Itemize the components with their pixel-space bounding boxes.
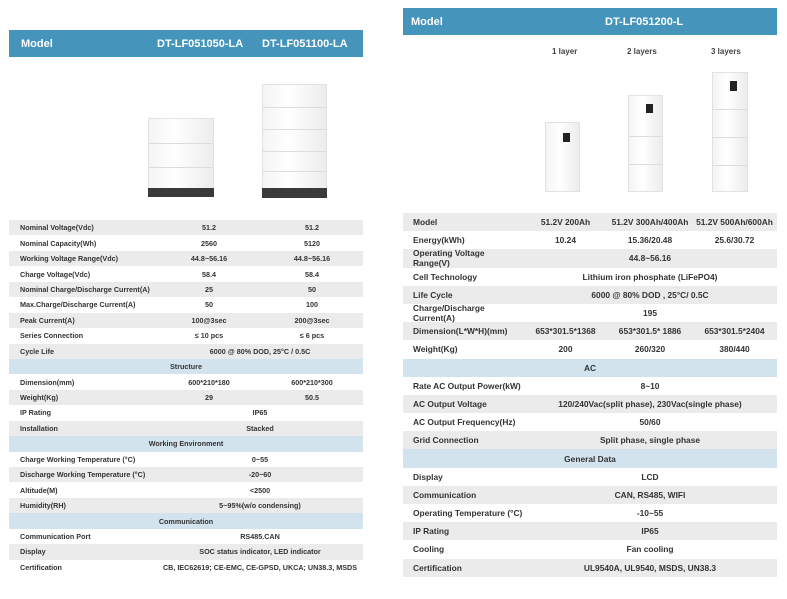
row-label: Discharge Working Temperature (°C) — [20, 470, 146, 480]
header-label: Model — [21, 37, 53, 50]
table-row — [403, 322, 777, 340]
row-value: 6000 @ 80% DOD, 25°C / 0.5C — [209, 346, 311, 356]
table-row — [403, 486, 777, 504]
row-label: Certification — [413, 562, 462, 573]
row-value: RS485.CAN — [240, 531, 280, 541]
row-value: 44.8~56.16 — [293, 254, 331, 264]
row-value: Fan cooling — [626, 544, 674, 555]
table-row — [9, 390, 363, 405]
layer-label: 3 layers — [711, 47, 741, 56]
layer-label: 2 layers — [627, 47, 657, 56]
row-label: Grid Connection — [413, 435, 479, 446]
section-title: General Data — [564, 453, 616, 464]
row-value: 51.2V 200Ah — [540, 217, 591, 228]
table-row — [403, 340, 777, 358]
row-label: Peak Current(A) — [20, 315, 75, 325]
row-value: 2560 — [201, 238, 217, 248]
table-row — [9, 498, 363, 513]
row-label: Altitude(M) — [20, 485, 58, 495]
row-value: 44.8~56.16 — [628, 253, 672, 264]
row-value: 29 — [205, 393, 213, 403]
row-label: Charge Working Temperature (°C) — [20, 454, 136, 464]
row-value: 260/320 — [634, 344, 666, 355]
row-value: -10~55 — [636, 508, 664, 519]
table-row — [9, 282, 363, 297]
table-row — [9, 266, 363, 281]
table-row — [9, 235, 363, 250]
row-label: Series Connection — [20, 331, 84, 341]
row-value: UL9540A, UL9540, MSDS, UN38.3 — [583, 562, 717, 573]
row-value: 100 — [306, 300, 318, 310]
row-label: Rate AC Output Power(kW) — [413, 380, 521, 391]
row-label: Charge/Discharge Current(A) — [413, 303, 485, 324]
row-value: 653*301.5*1368 — [535, 326, 596, 337]
row-value: 50/60 — [639, 417, 661, 428]
table-row — [403, 395, 777, 413]
model-name: DT-LF051100-LA — [262, 37, 348, 50]
row-label: Operating Voltage Range(V) — [413, 248, 485, 269]
left-spec-table — [9, 220, 363, 575]
row-value: Lithium iron phosphate (LiFePO4) — [582, 271, 718, 282]
model-name: DT-LF051050-LA — [157, 37, 244, 50]
row-label: Model — [413, 217, 438, 228]
table-row — [9, 482, 363, 497]
row-label: Dimension(L*W*H)(mm) — [413, 326, 508, 337]
row-value: 600*210*300 — [291, 377, 333, 387]
table-row — [403, 377, 777, 395]
table-row — [9, 452, 363, 467]
table-row — [403, 231, 777, 249]
row-value: 5120 — [304, 238, 320, 248]
right-spec-table — [403, 213, 777, 577]
row-value: 50 — [205, 300, 213, 310]
row-value: Split phase, single phase — [599, 435, 701, 446]
row-label: Cycle Life — [20, 346, 54, 356]
row-label: AC Output Frequency(Hz) — [413, 417, 516, 428]
section-header — [9, 436, 363, 451]
row-value: 6000 @ 80% DOD , 25°C/ 0.5C — [591, 289, 709, 300]
table-row — [403, 522, 777, 540]
row-value: 25 — [205, 284, 213, 294]
row-label: Cooling — [413, 544, 445, 555]
row-value: -20~60 — [248, 470, 272, 480]
row-value: 15.36/20.48 — [627, 235, 673, 246]
row-value: 51.2V 500Ah/600Ah — [696, 217, 773, 228]
row-label: Energy(kWh) — [413, 235, 465, 246]
table-row — [403, 468, 777, 486]
row-label: Weight(Kg) — [20, 393, 59, 403]
row-label: Nominal Voltage(Vdc) — [20, 223, 94, 233]
table-row — [9, 467, 363, 482]
table-row — [9, 344, 363, 359]
row-value: <2500 — [249, 485, 271, 495]
row-label: Nominal Capacity(Wh) — [20, 238, 97, 248]
section-header — [403, 449, 777, 467]
table-row — [9, 328, 363, 343]
row-value: 600*210*180 — [188, 377, 230, 387]
row-value: 200@3sec — [294, 315, 330, 325]
table-row — [9, 251, 363, 266]
table-row — [9, 544, 363, 559]
section-header — [9, 359, 363, 374]
table-row — [403, 559, 777, 577]
row-value: IP65 — [641, 526, 659, 537]
table-row — [403, 249, 777, 267]
row-value: 120/240Vac(split phase), 230Vac(single phase) — [558, 398, 742, 409]
table-row — [403, 286, 777, 304]
header-label: Model — [411, 15, 443, 28]
table-row — [403, 540, 777, 558]
row-value: 51.2 — [202, 223, 216, 233]
table-row — [9, 560, 363, 575]
table-row — [403, 213, 777, 231]
row-label: Certification — [20, 562, 62, 572]
table-row — [403, 431, 777, 449]
table-row — [9, 313, 363, 328]
row-value: CB, IEC62619; CE-EMC, CE-GPSD, UKCA; UN38.3, MSDS — [162, 562, 358, 572]
table-row — [9, 297, 363, 312]
row-value: IP65 — [252, 408, 268, 418]
row-label: Nominal Charge/Discharge Current(A) — [20, 284, 150, 294]
row-value: 58.4 — [202, 269, 216, 279]
table-row — [9, 220, 363, 235]
right-model-header — [403, 8, 777, 35]
row-value: LCD — [641, 471, 659, 482]
row-value: 10.24 — [555, 235, 576, 246]
row-label: IP Rating — [413, 526, 450, 537]
row-value: 195 — [643, 308, 657, 319]
row-value: 5~95%(w/o condensing) — [219, 501, 301, 511]
row-value: 44.8~56.16 — [190, 254, 228, 264]
section-title: AC — [583, 362, 597, 373]
row-value: 0~55 — [251, 454, 269, 464]
row-value: ≤ 10 pcs — [194, 331, 224, 341]
row-label: Working Voltage Range(Vdc) — [20, 254, 118, 264]
row-label: Humidity(RH) — [20, 501, 66, 511]
section-title: Communication — [158, 516, 214, 526]
table-row — [403, 413, 777, 431]
section-title: Structure — [170, 362, 202, 372]
row-value: 50.5 — [305, 393, 319, 403]
left-model-header — [9, 30, 363, 57]
row-label: Communication — [413, 489, 477, 500]
row-label: Life Cycle — [413, 289, 453, 300]
layer-label: 1 layer — [552, 47, 578, 56]
row-value: 58.4 — [305, 269, 319, 279]
row-value: 50 — [308, 284, 316, 294]
row-value: Stacked — [246, 423, 274, 433]
row-value: 653*301.5*2404 — [704, 326, 765, 337]
row-value: 100@3sec — [191, 315, 227, 325]
table-row — [403, 504, 777, 522]
row-value: 8~10 — [640, 380, 660, 391]
section-title: Working Environment — [148, 439, 224, 449]
table-row — [403, 304, 777, 322]
row-label: Weight(Kg) — [413, 344, 458, 355]
model-name: DT-LF051200-L — [605, 15, 684, 28]
table-row — [9, 529, 363, 544]
table-row — [9, 421, 363, 436]
row-label: Display — [413, 471, 443, 482]
row-value: CAN, RS485, WIFI — [614, 489, 686, 500]
row-value: ≤ 6 pcs — [299, 331, 325, 341]
section-header — [403, 359, 777, 377]
table-row — [9, 405, 363, 420]
row-label: AC Output Voltage — [413, 398, 487, 409]
row-label: Charge Voltage(Vdc) — [20, 269, 91, 279]
table-row — [403, 268, 777, 286]
row-value: SOC status indicator, LED indicator — [199, 547, 321, 557]
row-label: IP Rating — [20, 408, 52, 418]
row-label: Dimension(mm) — [20, 377, 75, 387]
row-value: 25.6/30.72 — [714, 235, 755, 246]
row-value: 51.2 — [305, 223, 319, 233]
row-label: Installation — [20, 423, 58, 433]
row-label: Operating Temperature (°C) — [413, 508, 523, 519]
row-label: Max.Charge/Discharge Current(A) — [20, 300, 136, 310]
row-label: Communication Port — [20, 531, 91, 541]
section-header — [9, 513, 363, 528]
row-value: 200 — [558, 344, 573, 355]
row-label: Display — [20, 547, 46, 557]
row-label: Cell Technology — [413, 271, 478, 282]
row-value: 51.2V 300Ah/400Ah — [611, 217, 689, 228]
row-value: 380/440 — [719, 344, 750, 355]
table-row — [9, 374, 363, 389]
row-value: 653*301.5* 1886 — [618, 326, 682, 337]
